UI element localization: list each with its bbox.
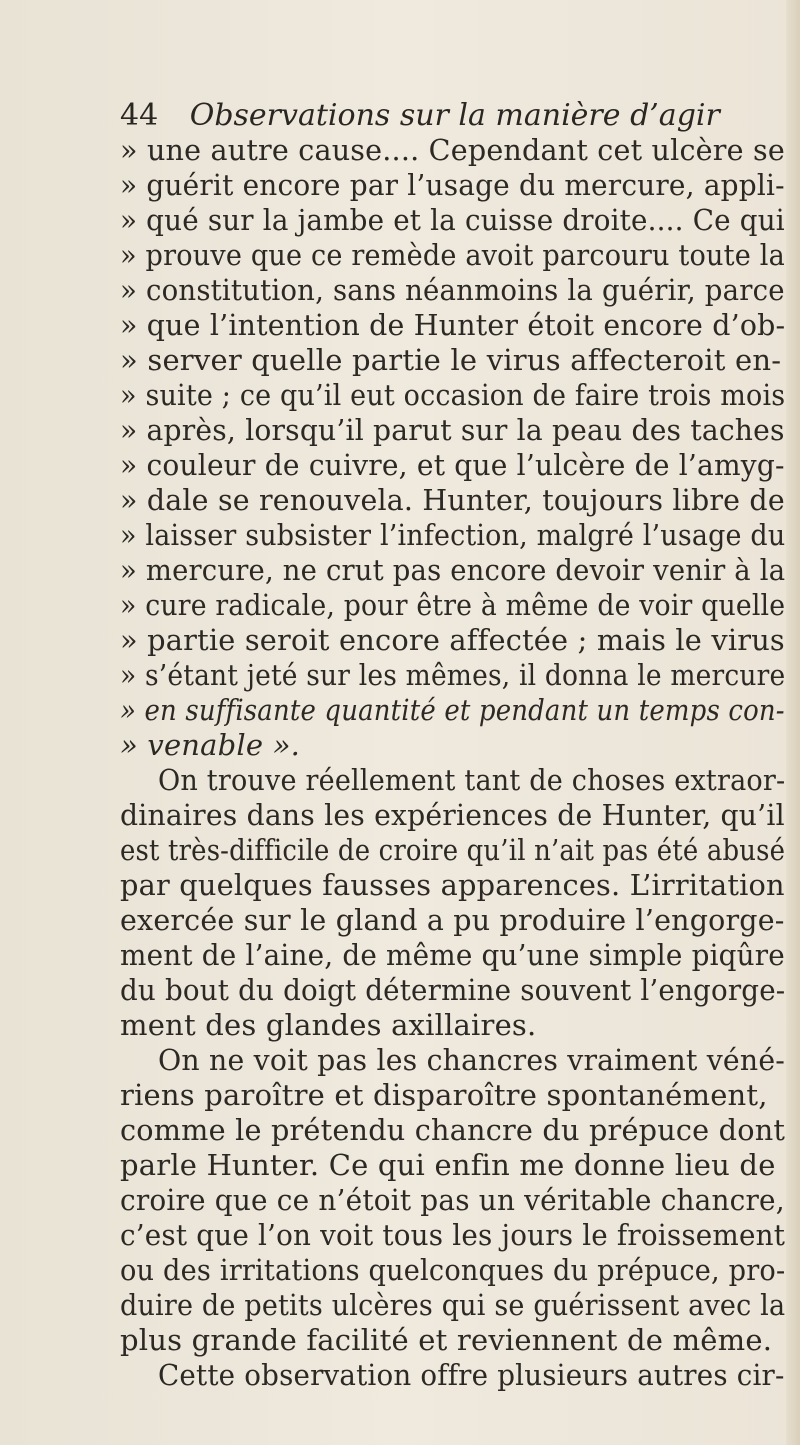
page-header bbox=[120, 98, 720, 133]
paragraph-first-line: On ne voit pas les chancres vraiment véné- bbox=[158, 1043, 786, 1077]
text-line: » laisser subsister l’infection, malgré l’usage du bbox=[120, 518, 786, 552]
text-line: » une autre cause.... Cependant cet ulcère se bbox=[120, 133, 785, 167]
paragraph-first-line: Cette observation offre plusieurs autres cir- bbox=[158, 1358, 785, 1392]
running-title: Observations sur la manière d’agir bbox=[189, 98, 720, 133]
text-line: par quelques fausses apparences. L’irritation bbox=[120, 868, 785, 902]
text-line: » server quelle partie le virus affecteroit en- bbox=[120, 343, 782, 377]
text-line: » s’étant jeté sur les mêmes, il donna le mercure bbox=[120, 658, 786, 692]
text-line: du bout du doigt détermine souvent l’engorge- bbox=[120, 973, 786, 1007]
text-line: » après, lorsqu’il parut sur la peau des taches bbox=[120, 413, 785, 447]
paragraph-first-line: On trouve réellement tant de choses extraor- bbox=[158, 763, 786, 797]
text-line: » partie seroit encore affectée ; mais le virus bbox=[120, 623, 785, 657]
text-line: » cure radicale, pour être à même de voir quelle bbox=[120, 588, 786, 622]
text-line: » venable ». bbox=[120, 728, 301, 762]
text-line: » mercure, ne crut pas encore devoir venir à la bbox=[120, 553, 786, 587]
text-line: » constitution, sans néanmoins la guérir, parce bbox=[120, 273, 785, 307]
text-line: » couleur de cuivre, et que l’ulcère de l’amyg- bbox=[120, 448, 785, 482]
text-line: comme le prétendu chancre du prépuce dont bbox=[120, 1113, 786, 1147]
text-line: » dale se renouvela. Hunter, toujours libre de bbox=[120, 483, 785, 517]
text-line: duire de petits ulcères qui se guérissent avec la bbox=[120, 1288, 786, 1322]
text-line: est très-difficile de croire qu’il n’ait pas été abusé bbox=[120, 833, 786, 867]
text-line: plus grande facilité et reviennent de même. bbox=[120, 1323, 773, 1357]
text-line: » guérit encore par l’usage du mercure, appli- bbox=[120, 168, 785, 202]
text-line: ment de l’aine, de même qu’une simple piqûre bbox=[120, 938, 785, 972]
text-line: » que l’intention de Hunter étoit encore d’ob- bbox=[120, 308, 786, 342]
page-number: 44 bbox=[120, 98, 159, 133]
text-line: » qué sur la jambe et la cuisse droite.... Ce qui bbox=[120, 203, 785, 237]
text-line: exercée sur le gland a pu produire l’engorge- bbox=[120, 903, 785, 937]
text-line: parle Hunter. Ce qui enfin me donne lieu de bbox=[120, 1148, 776, 1182]
page-edge bbox=[786, 0, 800, 1445]
text-line: c’est que l’on voit tous les jours le froissement bbox=[120, 1218, 786, 1252]
text-line: croire que ce n’étoit pas un véritable chancre, bbox=[120, 1183, 785, 1217]
text-line: » prouve que ce remède avoit parcouru toute la bbox=[120, 238, 785, 272]
text-line: » en suffisante quantité et pendant un temps con- bbox=[120, 693, 785, 727]
text-line: » suite ; ce qu’il eut occasion de faire trois mois bbox=[120, 378, 786, 412]
text-line: dinaires dans les expériences de Hunter, qu’il bbox=[120, 798, 785, 832]
text-line: ment des glandes axillaires. bbox=[120, 1008, 537, 1042]
text-line: ou des irritations quelconques du prépuce, pro- bbox=[120, 1253, 786, 1287]
text-line: riens paroître et disparoître spontanément, bbox=[120, 1078, 768, 1112]
